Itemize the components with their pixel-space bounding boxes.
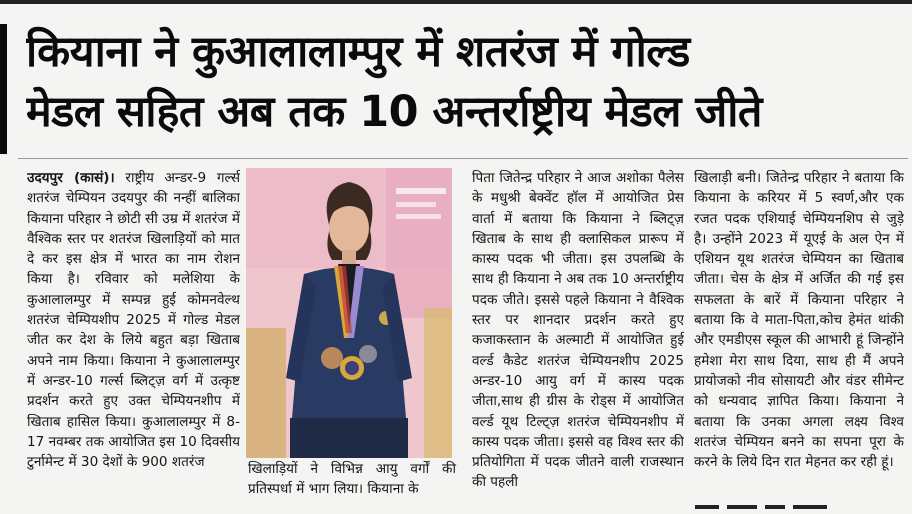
headline-line-2: मेडल सहित अब तक 10 अन्तर्राष्ट्रीय मेडल जीते <box>26 87 762 137</box>
article-column-3 <box>694 168 904 514</box>
column-3-text: खिलाड़ी बनी। जितेन्द्र परिहार ने बताया कि कियाना के करियर में 5 स्वर्ण,और एक रजत पदक एशियाई चेम्पियनशिप से जुड़े है। उन्होंने 2023 में यूएई के अल ऐन में एशियन यूथ शतरंज चेम्पियन का खिताब जीता। चेस के क्षेत्र में अर्जित की गई इस सफलता के बारें में कियाना परिहार ने बताया कि वे माता-पिता,कोच हेमंत थांकी और एमडीएस स्कूल की आभारी हूं जिन्होंने हमेशा मेरा साथ दिया, साथ ही मैं अपने प्रायोजको नीव सोसायटी और वंडर सीमेन्ट को धन्यवाद ज्ञापित किया। कियाना ने बताया कि उनका अगला लक्ष्य विश्व शतरंज चेम्पियन बनने का सपना पूरा के करने के लिये दिन रात मेहनत कर रही हूं। <box>694 170 904 471</box>
dateline: उदयपुर (कासं)। <box>27 170 115 186</box>
headline-line-1: कियाना ने कुआलालाम्पुर में शतरंज में गोल्ड <box>26 27 690 77</box>
article-column-1 <box>27 168 240 514</box>
top-rule <box>0 0 912 4</box>
article-column-2 <box>472 168 684 514</box>
headline-accent-bar <box>0 24 7 154</box>
next-article-fragment <box>695 505 835 514</box>
girl-with-medals-photo <box>246 168 452 458</box>
headline-divider <box>18 158 908 159</box>
photo-caption: खिलाड़ियों ने विभिन्न आयु वर्गों की प्रतिस्पर्धा में भाग लिया। कियाना के <box>248 461 456 498</box>
headline <box>26 22 906 142</box>
column-2-text: पिता जितेन्द्र परिहार ने आज अशोका पैलेस के मधुश्री बेक्वेंट हॉल में आयोजित प्रेस वार्ता में बताया कि कियाना ने ब्लिट्ज़ खिताब के साथ ही क्लासिकल प्रारूप में कास्य पदक भी जीता। इस उपलब्धि के साथ ही कियाना ने अब तक 10 अन्तर्राष्ट्रीय पदक जीते। इससे पहले कियाना ने वैश्विक स्तर पर शानदार प्रदर्शन करते हुए कजाकस्तान के अल्माटी में आयोजित हुई वर्ल्ड कैडेट शतरंज चेम्पियनशीप 2025 अन्डर-10 आयु वर्ग में कास्य पदक जीता,साथ ही ग्रीस के रोड्स में आयोजित वर्ल्ड यूथ टिल्ट्ज़ शतरंज चेम्पियनशीप में कास्य पदक जीता। इससे वह विश्व स्तर की प्रतियोगिता में पदक जीतने वाली राजस्थान की पहली <box>472 170 684 491</box>
paragraph-1 <box>27 168 240 472</box>
column-1-text: राष्ट्रीय अन्डर-9 गर्ल्स शतरंज चेम्पियन उदयपुर की नन्हीं बालिका कियाना परिहार ने छोटी सी उम्र में शतरंज में वैश्विक स्तर पर शतरंज खिलाड़ियों को मात दे कर इस क्षेत्र में भारत का नाम रोशन किया है। रविवार को मलेशिया के कुआलालम्पुर में सम्पन्न हुई कोमनवेल्थ शतरंज चेम्पियशीप 2025 में गोल्ड मेडल जीत कर देश के लिये बहुत बड़ा खिताब अपने नाम किया। कियाना ने कुआलालम्पुर में अन्डर-10 गर्ल्स ब्लिट्ज़ वर्ग में उत्कृष्ट प्रदर्शन करते हुए उक्त चेम्पियनशीप में खिताब हासिल किया। कुआलालम्पुर में 8-17 नवम्बर तक आयोजित इस 10 दिवसीय टुर्नामेन्ट में 30 देशों के 900 शतरंज <box>27 170 240 471</box>
news-photo <box>246 168 452 458</box>
